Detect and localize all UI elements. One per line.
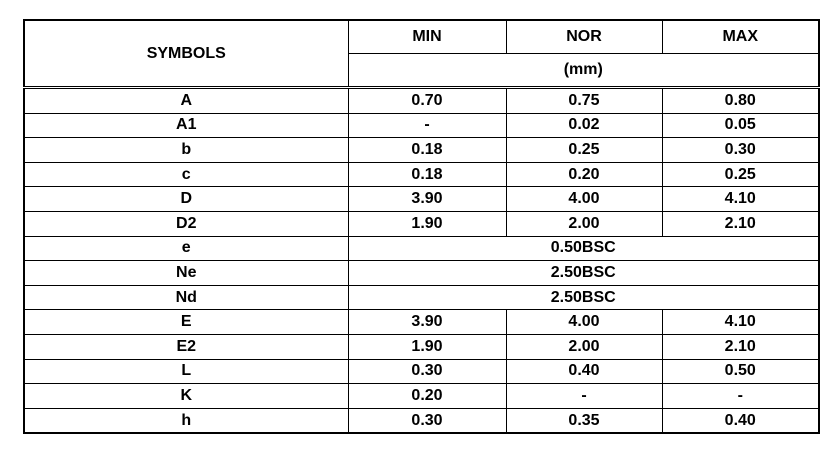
- min-cell: 0.30: [348, 408, 506, 433]
- table-row: [24, 334, 819, 359]
- symbol-cell: E: [24, 310, 348, 335]
- nor-cell: 0.75: [506, 88, 662, 114]
- table-row: [24, 261, 819, 286]
- symbol-cell: A1: [24, 113, 348, 138]
- table-row: [24, 138, 819, 163]
- max-cell: 0.50: [662, 359, 819, 384]
- symbol-cell: E2: [24, 334, 348, 359]
- max-cell: 0.25: [662, 162, 819, 187]
- nor-cell: 2.00: [506, 334, 662, 359]
- header-row: [24, 20, 819, 54]
- max-cell: 0.80: [662, 88, 819, 114]
- max-cell: 0.05: [662, 113, 819, 138]
- min-cell: 0.20: [348, 384, 506, 409]
- max-cell: 0.40: [662, 408, 819, 433]
- nor-cell: 0.25: [506, 138, 662, 163]
- nor-cell: 0.40: [506, 359, 662, 384]
- symbol-cell: D: [24, 187, 348, 212]
- table-row: [24, 211, 819, 236]
- min-cell: 0.30: [348, 359, 506, 384]
- nor-cell: 4.00: [506, 187, 662, 212]
- bsc-value-cell: 0.50BSC: [348, 236, 819, 261]
- symbols-header: SYMBOLS: [24, 20, 348, 88]
- table-row: [24, 88, 819, 114]
- table-body: [24, 88, 819, 434]
- max-cell: -: [662, 384, 819, 409]
- min-cell: 0.18: [348, 162, 506, 187]
- symbol-cell: A: [24, 88, 348, 114]
- nor-cell: 0.02: [506, 113, 662, 138]
- table-row: [24, 236, 819, 261]
- bsc-value-cell: 2.50BSC: [348, 261, 819, 286]
- symbol-cell: h: [24, 408, 348, 433]
- table-row: [24, 113, 819, 138]
- min-cell: 3.90: [348, 310, 506, 335]
- min-cell: 0.18: [348, 138, 506, 163]
- dimension-table: [23, 19, 820, 434]
- symbol-cell: Ne: [24, 261, 348, 286]
- nor-cell: -: [506, 384, 662, 409]
- min-cell: -: [348, 113, 506, 138]
- symbol-cell: b: [24, 138, 348, 163]
- min-cell: 1.90: [348, 211, 506, 236]
- nor-header: NOR: [506, 20, 662, 54]
- max-cell: 0.30: [662, 138, 819, 163]
- table-header: [24, 20, 819, 88]
- table-row: [24, 310, 819, 335]
- max-cell: 4.10: [662, 187, 819, 212]
- table-row: [24, 285, 819, 310]
- nor-cell: 2.00: [506, 211, 662, 236]
- table-row: [24, 187, 819, 212]
- nor-cell: 4.00: [506, 310, 662, 335]
- max-cell: 2.10: [662, 334, 819, 359]
- max-cell: 2.10: [662, 211, 819, 236]
- symbol-cell: D2: [24, 211, 348, 236]
- table-row: [24, 408, 819, 433]
- unit-header: (mm): [348, 54, 819, 88]
- max-header: MAX: [662, 20, 819, 54]
- table-row: [24, 359, 819, 384]
- symbol-cell: Nd: [24, 285, 348, 310]
- max-cell: 4.10: [662, 310, 819, 335]
- symbol-cell: e: [24, 236, 348, 261]
- min-header: MIN: [348, 20, 506, 54]
- bsc-value-cell: 2.50BSC: [348, 285, 819, 310]
- table-row: [24, 162, 819, 187]
- min-cell: 3.90: [348, 187, 506, 212]
- min-cell: 0.70: [348, 88, 506, 114]
- min-cell: 1.90: [348, 334, 506, 359]
- symbol-cell: c: [24, 162, 348, 187]
- symbol-cell: K: [24, 384, 348, 409]
- symbol-cell: L: [24, 359, 348, 384]
- table-row: [24, 384, 819, 409]
- nor-cell: 0.35: [506, 408, 662, 433]
- nor-cell: 0.20: [506, 162, 662, 187]
